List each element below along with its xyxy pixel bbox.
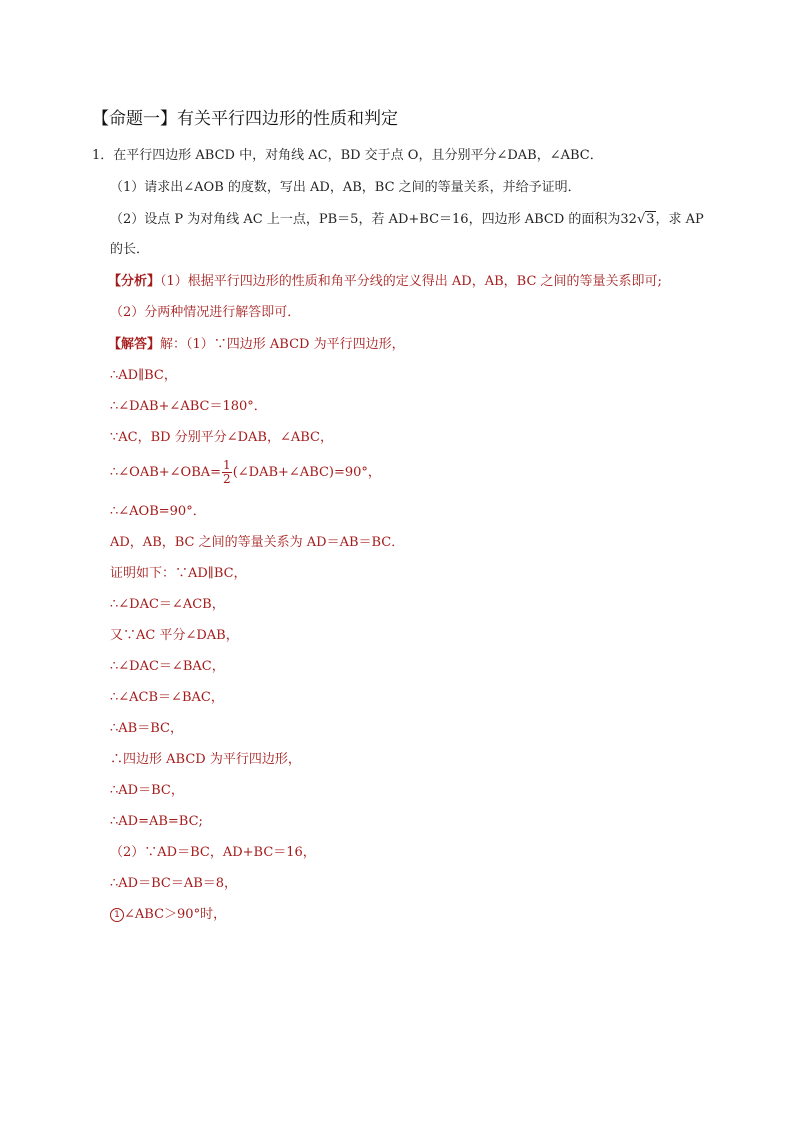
- analysis-line1: [108, 272, 662, 292]
- solution-step: ∴∠DAC＝∠BAC，: [110, 659, 225, 674]
- analysis-tag: 【分析】: [108, 274, 161, 289]
- solution-step: ∴∠AOB=90°．: [110, 504, 206, 519]
- solution-case1: [110, 905, 226, 925]
- solution-tag: 【解答】: [108, 337, 161, 352]
- solution-step-fraction: [110, 459, 381, 486]
- area-value: 32√3: [620, 212, 655, 227]
- fraction-prefix: ∴∠OAB+∠OBA=: [110, 465, 222, 480]
- solution-step: 又∵AC 平分∠DAB，: [110, 628, 239, 643]
- solution-step: ∴AD＝BC＝AB＝8，: [110, 876, 238, 891]
- analysis-text1: （1）根据平行四边形的性质和角平分线的定义得出 AD，AB，BC 之间的等量关系即可;: [160, 274, 662, 289]
- solution-step: 证明如下：∵AD∥BC，: [110, 566, 247, 581]
- problem-number: 1．: [92, 148, 114, 163]
- circled-number-marker: 1: [110, 908, 124, 922]
- problem-part2-end: 的长．: [110, 242, 150, 257]
- section-title: 【命题一】有关平行四边形的性质和判定: [92, 109, 398, 129]
- solution-step: （2）∵AD＝BC，AD+BC＝16，: [110, 845, 316, 860]
- problem-part2-tail: ，求 AP: [655, 212, 704, 227]
- fraction-suffix: (∠DAB+∠ABC)=90°，: [232, 465, 381, 480]
- solution-step: ∴AB＝BC，: [110, 721, 183, 736]
- fraction-denominator: 2: [223, 472, 231, 486]
- solution-step: ∴四边形 ABCD 为平行四边形，: [110, 752, 301, 767]
- solution-step: ∵AC，BD 分别平分∠DAB，∠ABC，: [110, 430, 333, 445]
- solution-step: ∴∠ACB＝∠BAC，: [110, 690, 224, 705]
- problem-stem-line: [92, 146, 603, 166]
- solution-step: ∴AD∥BC，: [110, 368, 177, 383]
- problem-part2-line: [110, 210, 704, 230]
- problem-part1: （1）请求出∠AOB 的度数，写出 AD，AB，BC 之间的等量关系，并给予证明．: [110, 180, 581, 195]
- solution-first: 解：（1）∵四边形 ABCD 为平行四边形，: [160, 337, 405, 352]
- problem-stem: 在平行四边形 ABCD 中，对角线 AC，BD 交于点 O，且分别平分∠DAB，∠ABC．: [113, 148, 603, 163]
- fraction-numerator: 1: [223, 458, 231, 472]
- analysis-line2: （2）分两种情况进行解答即可．: [110, 305, 301, 320]
- solution-step: ∴AD=AB=BC;: [110, 814, 203, 829]
- solution-first-line: [108, 335, 405, 355]
- solution-step: ∴AD＝BC，: [110, 783, 184, 798]
- case1-text: ∠ABC＞90°时，: [124, 907, 227, 922]
- problem-part2-text: （2）设点 P 为对角线 AC 上一点，PB＝5，若 AD+BC＝16，四边形 ABCD 的面积为: [110, 212, 621, 227]
- half-fraction: [222, 459, 232, 486]
- area-radicand: 3: [646, 212, 655, 227]
- area-coefficient: 32: [620, 212, 637, 227]
- solution-step: ∴∠DAB+∠ABC＝180°．: [110, 399, 267, 414]
- solution-step: ∴∠DAC＝∠ACB，: [110, 597, 225, 612]
- solution-step: AD，AB，BC 之间的等量关系为 AD＝AB＝BC．: [110, 535, 405, 550]
